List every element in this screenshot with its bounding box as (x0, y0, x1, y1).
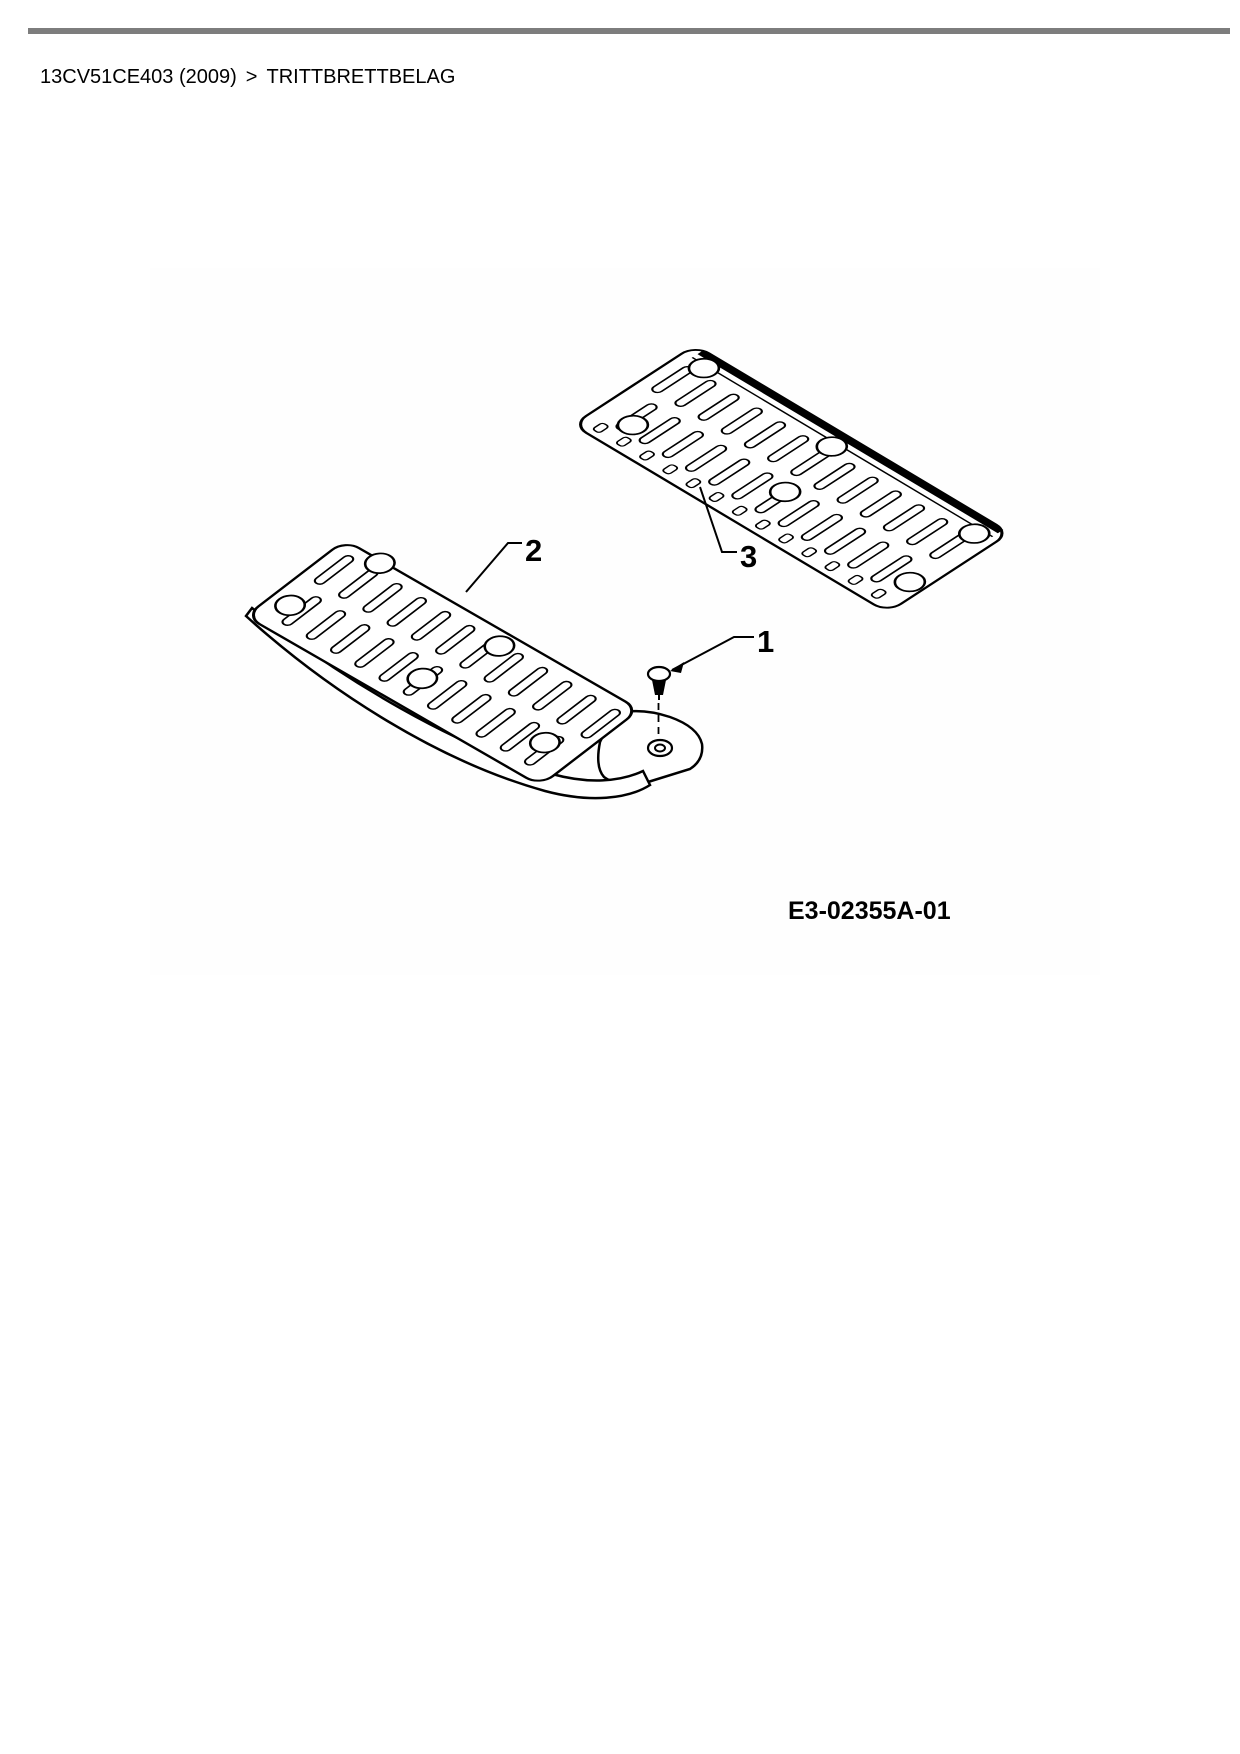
callout-2-label[interactable]: 2 (525, 533, 543, 568)
figure-code-label: E3-02355A-01 (788, 897, 951, 925)
screw-head (648, 667, 670, 681)
callout-1-label[interactable]: 1 (757, 624, 775, 659)
breadcrumb-section[interactable]: TRITTBRETTBELAG (266, 66, 456, 88)
breadcrumb-separator: > (245, 66, 258, 88)
screw-hole (648, 740, 672, 756)
breadcrumb-model[interactable]: 13CV51CE403 (2009) (40, 66, 237, 88)
callout-3-label[interactable]: 3 (740, 539, 758, 574)
